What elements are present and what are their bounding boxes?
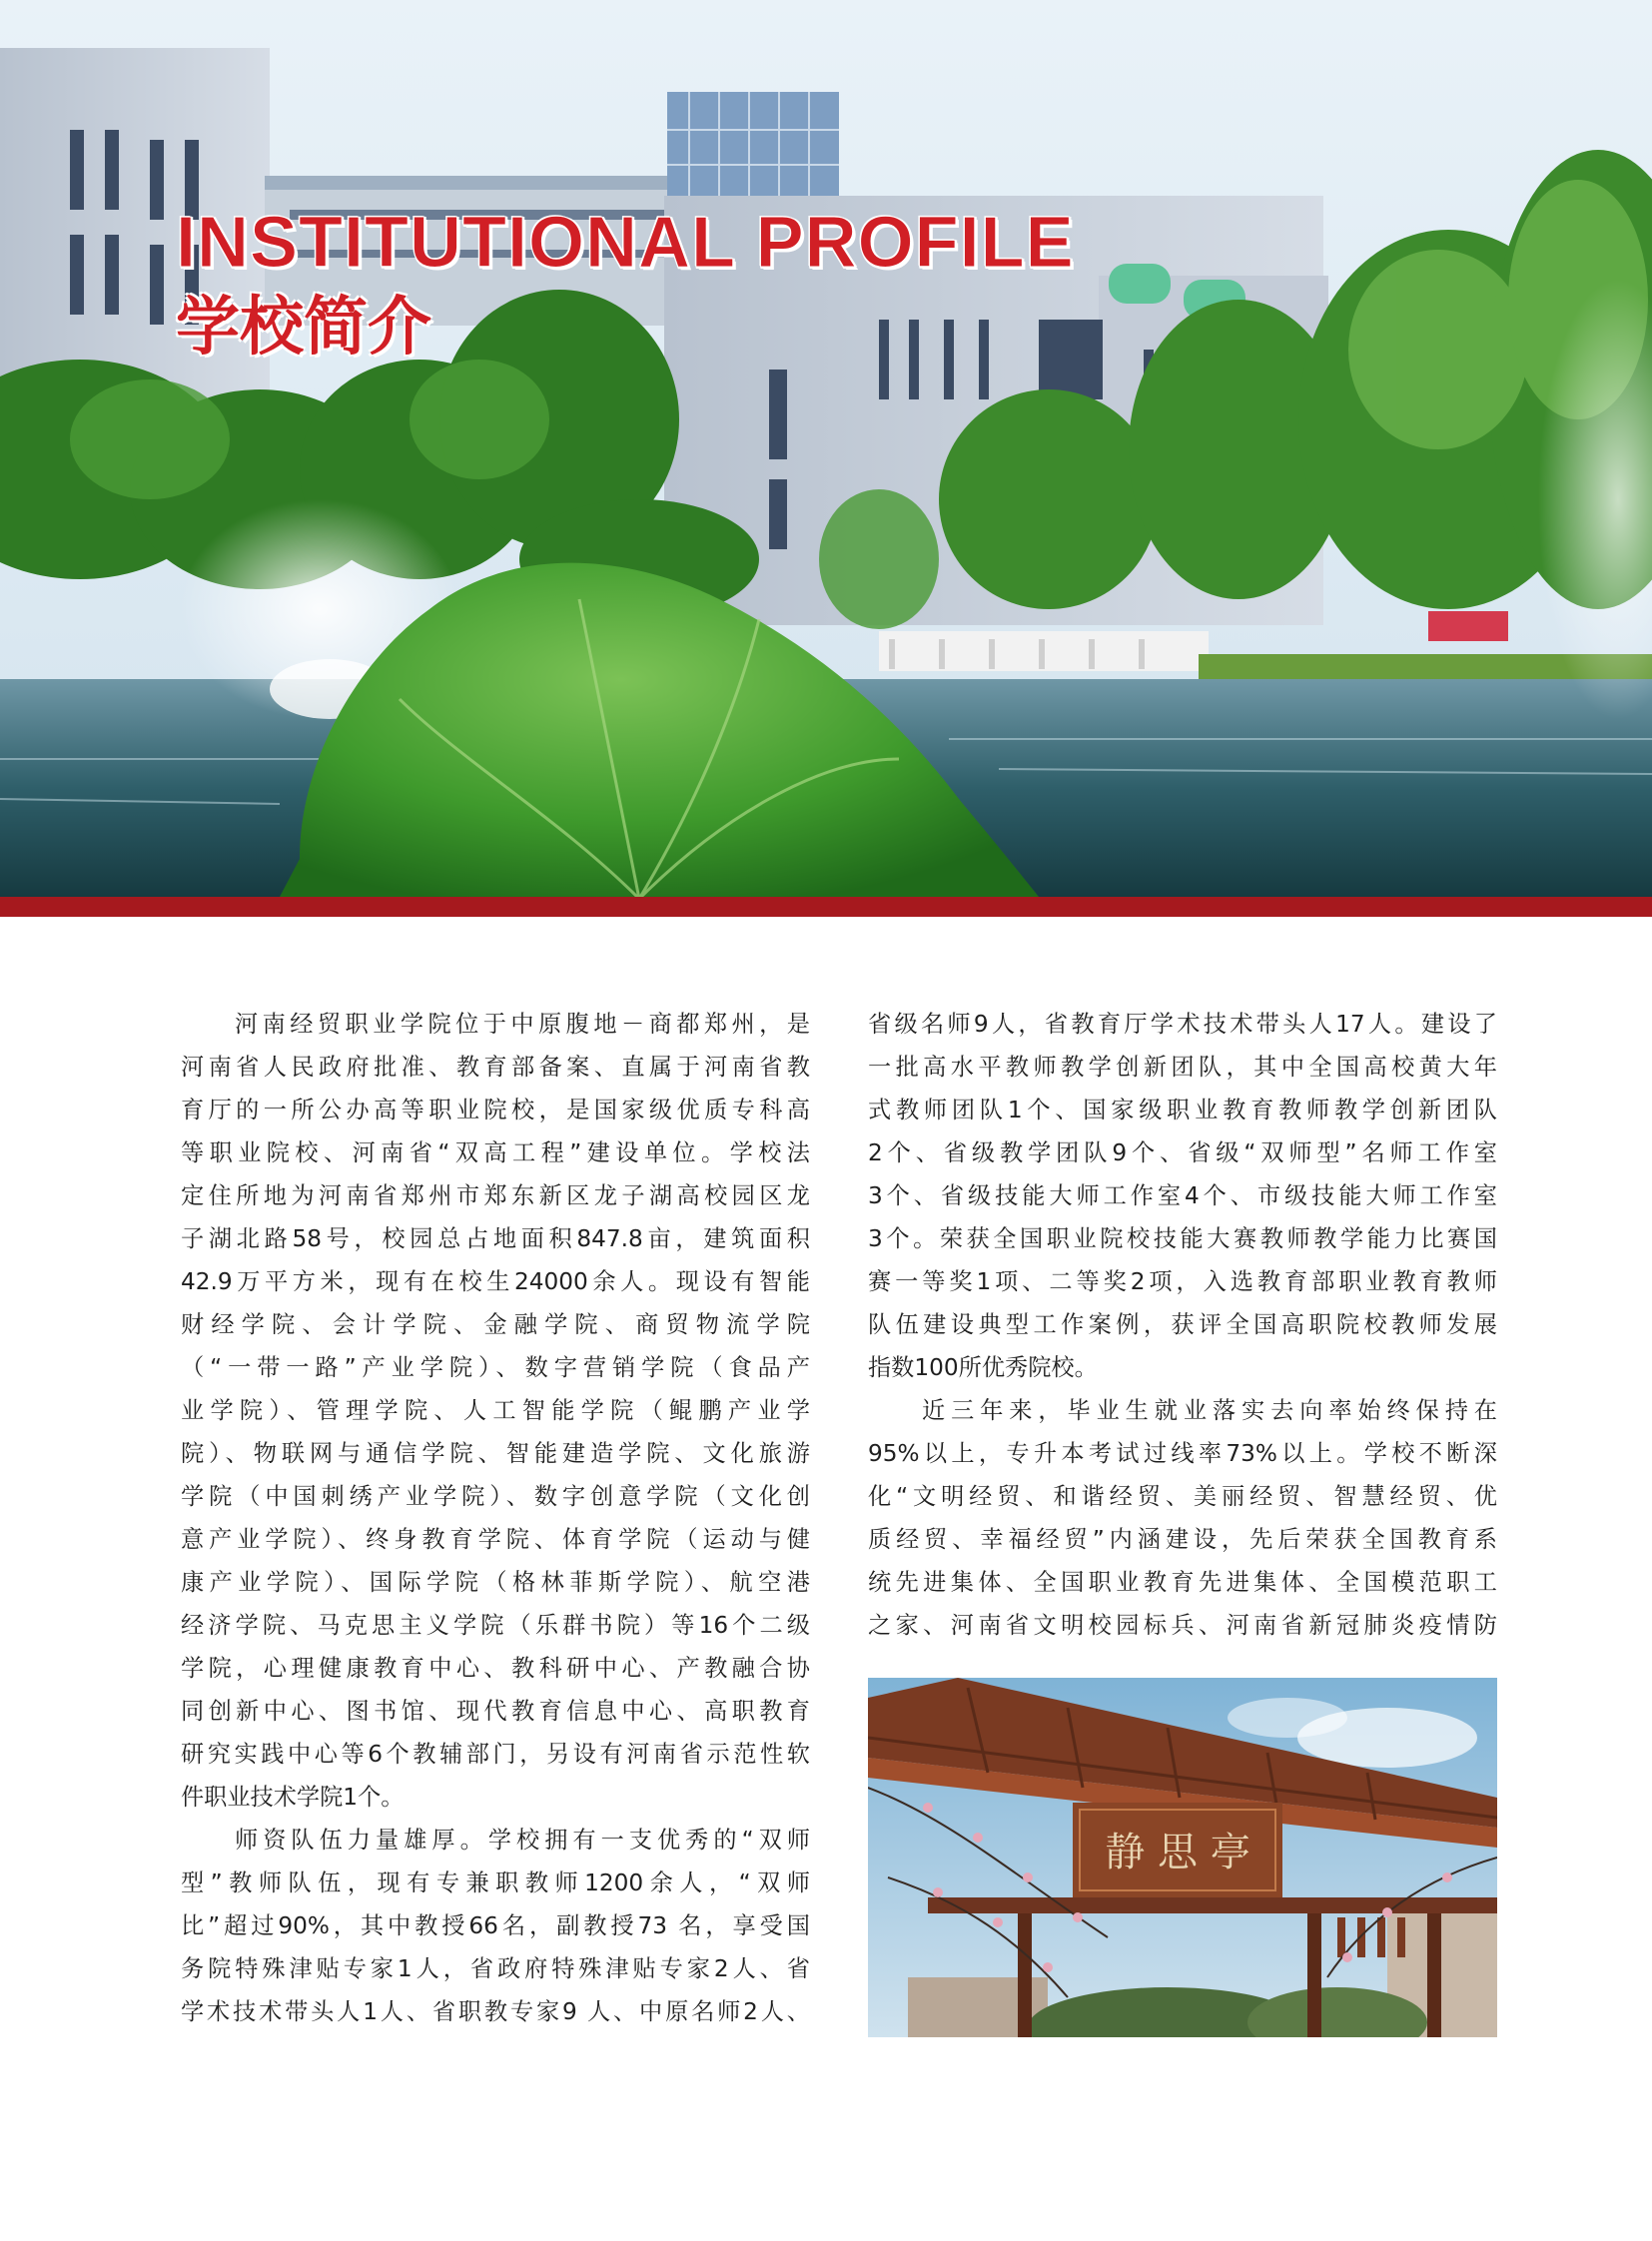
text-line: 育厅的一所公办高等职业院校，是国家级优质专科高 — [181, 1097, 810, 1123]
text-line: 学院，心理健康教育中心、教科研中心、产教融合协 — [181, 1655, 810, 1682]
text-line: 近三年来，毕业生就业落实去向率始终保持在 — [922, 1397, 1497, 1424]
text-line: 队伍建设典型工作案例，获评全国高职院校教师发展 — [868, 1311, 1497, 1338]
text-line: 业学院）、管理学院、人工智能学院（鲲鹏产业学 — [181, 1397, 810, 1424]
text-line: 学院（中国刺绣产业学院）、数字创意学院（文化创 — [181, 1483, 810, 1510]
text-line: 子湖北路58号，校园总占地面积847.8亩，建筑面积 — [181, 1225, 810, 1252]
paragraph-faculty-continued — [868, 1003, 1497, 1389]
text-line: 河南省人民政府批准、教育部备案、直属于河南省教 — [181, 1054, 810, 1081]
text-line: （“一带一路”产业学院）、数字营销学院（食品产 — [181, 1354, 810, 1381]
text-line: 3个。荣获全国职业院校技能大赛教师教学能力比赛国 — [868, 1225, 1497, 1252]
pavilion-photo — [868, 1678, 1497, 2037]
text-line: 件职业技术学院1个。 — [181, 1784, 405, 1811]
text-line: 省级名师9人，省教育厅学术技术带头人17人。建设了 — [868, 1011, 1497, 1038]
text-line: 式教师团队1个、国家级职业教育教师教学创新团队 — [868, 1097, 1497, 1123]
text-line: 研究实践中心等6个教辅部门，另设有河南省示范性软 — [181, 1741, 810, 1768]
text-line: 师资队伍力量雄厚。学校拥有一支优秀的“双师 — [235, 1827, 810, 1854]
text-line: 河南经贸职业学院位于中原腹地－商都郑州，是 — [235, 1011, 810, 1038]
text-line: 意产业学院）、终身教育学院、体育学院（运动与健 — [181, 1526, 810, 1553]
text-line: 42.9万平方米，现有在校生24000余人。现设有智能 — [181, 1268, 810, 1295]
text-line: 统先进集体、全国职业教育先进集体、全国模范职工 — [868, 1569, 1497, 1596]
page-title-english: INSTITUTIONAL PROFILE — [176, 203, 1075, 283]
paragraph-overview — [181, 1003, 810, 1819]
text-line: 定住所地为河南省郑州市郑东新区龙子湖高校园区龙 — [181, 1182, 810, 1209]
text-line: 财经学院、会计学院、金融学院、商贸物流学院 — [181, 1311, 810, 1338]
text-line: 2个、省级教学团队9个、省级“双师型”名师工作室 — [868, 1139, 1497, 1166]
text-line: 型”教师队伍，现有专兼职教师1200余人，“双师 — [181, 1869, 810, 1896]
text-line: 比”超过90%，其中教授66名，副教授73 名，享受国 — [181, 1912, 810, 1939]
hero-divider-rule — [0, 897, 1652, 917]
hero-campus-photo — [0, 0, 1652, 897]
text-line: 3个、省级技能大师工作室4个、市级技能大师工作室 — [868, 1182, 1497, 1209]
text-line: 康产业学院）、国际学院（格林菲斯学院）、航空港 — [181, 1569, 810, 1596]
pavilion-sign-text: 静 思 亭 — [1105, 1830, 1250, 1875]
paragraph-achievements — [868, 1389, 1497, 1647]
text-line: 院）、物联网与通信学院、智能建造学院、文化旅游 — [181, 1440, 810, 1467]
text-line: 95%以上，专升本考试过线率73%以上。学校不断深 — [868, 1440, 1497, 1467]
body-column-right — [868, 1003, 1497, 1647]
paragraph-faculty — [181, 1819, 810, 2033]
text-line: 一批高水平教师教学创新团队，其中全国高校黄大年 — [868, 1054, 1497, 1081]
text-line: 务院特殊津贴专家1人，省政府特殊津贴专家2人、省 — [181, 1955, 810, 1982]
text-line: 之家、河南省文明校园标兵、河南省新冠肺炎疫情防 — [868, 1612, 1497, 1639]
text-line: 化“文明经贸、和谐经贸、美丽经贸、智慧经贸、优 — [868, 1483, 1497, 1510]
text-line: 经济学院、马克思主义学院（乐群书院）等16个二级 — [181, 1612, 810, 1639]
page-title-chinese: 学校简介 — [176, 291, 431, 365]
text-line: 学术技术带头人1人、省职教专家9 人、中原名师2人、 — [181, 1998, 810, 2025]
text-line: 赛一等奖1项、二等奖2项，入选教育部职业教育教师 — [868, 1268, 1497, 1295]
body-column-left — [181, 1003, 810, 2033]
text-line: 指数100所优秀院校。 — [868, 1354, 1098, 1381]
text-line: 等职业院校、河南省“双高工程”建设单位。学校法 — [181, 1139, 810, 1166]
text-line: 质经贸、幸福经贸”内涵建设，先后荣获全国教育系 — [868, 1526, 1497, 1553]
text-line: 同创新中心、图书馆、现代教育信息中心、高职教育 — [181, 1698, 810, 1725]
